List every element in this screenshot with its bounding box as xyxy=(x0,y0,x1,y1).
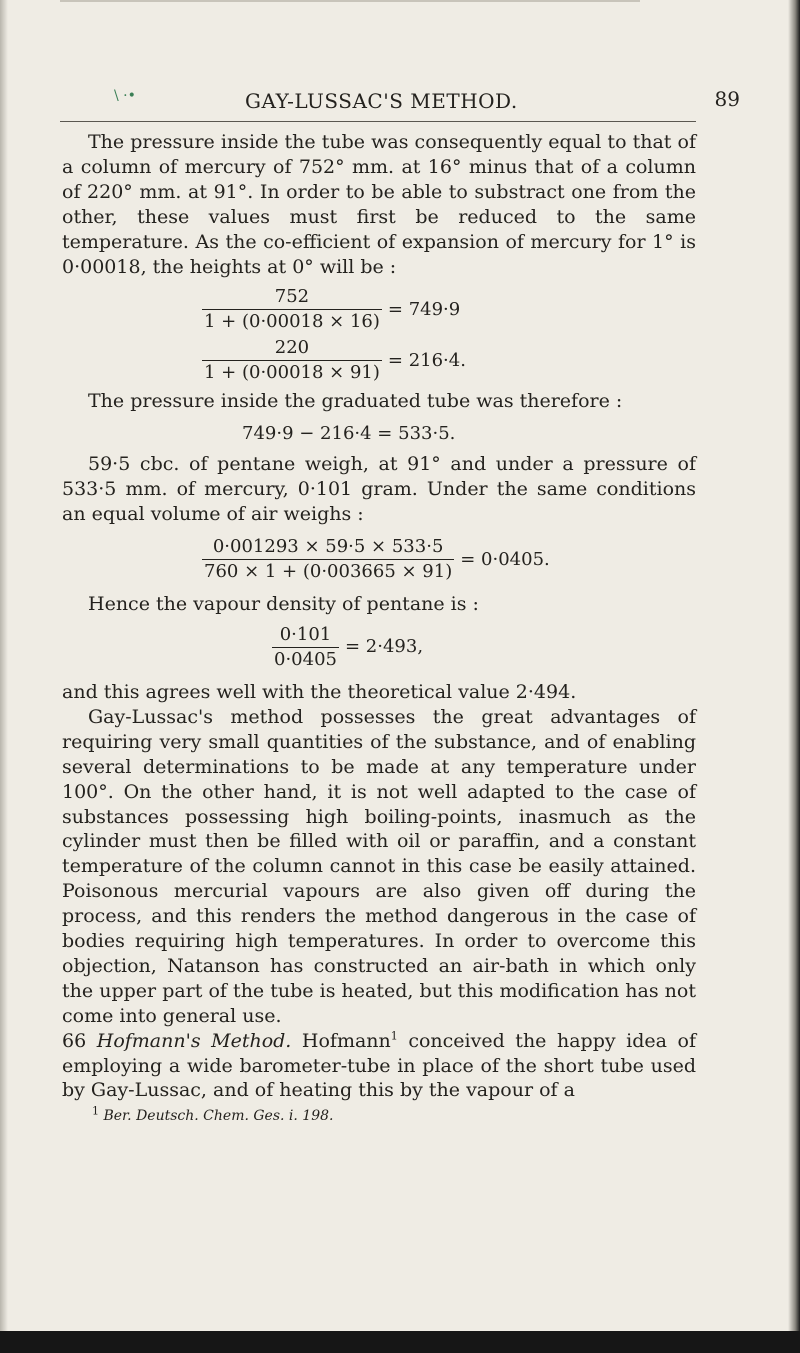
equation-2-denominator: 1 + (0·00018 × 91) xyxy=(204,362,380,384)
equation-2 xyxy=(202,336,696,385)
section-title: Hofmann's Method. xyxy=(96,1029,292,1052)
page-number: 89 xyxy=(714,87,740,111)
page-shadow-left xyxy=(0,0,8,1353)
equation-3: 749·9 − 216·4 = 533·5. xyxy=(242,423,456,445)
header-rule xyxy=(60,121,696,122)
equation-4-numerator: 0·001293 × 59·5 × 533·5 xyxy=(202,535,454,560)
footnote-text: Ber. Deutsch. Chem. Ges. i. 198. xyxy=(103,1108,334,1125)
equation-2-result: = 216·4. xyxy=(387,349,466,371)
paragraph-2: The pressure inside the graduated tube was therefore : xyxy=(88,390,623,413)
paragraph-1: The pressure inside the tube was consequently equal to that of a column of mercury of 752° mm. at 16° minus that of a column of 220° mm. at 91°. In order to be able to substract one from the other, these values must first be reduced to the same temperature. As the co-efficient of expansion of mercury for 1° is 0·00018, the heights at 0° will be : xyxy=(62,131,696,278)
page-header xyxy=(60,84,760,114)
ink-smudge-icon: \ ·• xyxy=(114,88,136,104)
footnote-marker: 1 xyxy=(92,1104,99,1118)
section-number: 66 xyxy=(62,1029,87,1052)
paragraph-7: 66 Hofmann's Method. Hofmann$^1$ conceived the happy idea of employing a wide barometer-tube in place of the short tube used by Gay-Lussac, and of heating this by the vapour of a xyxy=(62,1029,696,1102)
page-body xyxy=(62,130,696,1125)
paragraph-6: Gay-Lussac's method possesses the great advantages of requiring very small quantities of the substance, and of enabling several determinations to be made at any temperature under 100°. On the other hand, it is not well adapted to the case of substances possessing high boiling-points, inasmuch as the cylinder must then be filled with oil or paraffin, and a constant temperature of the column cannot in this case be easily attained. Poisonous mercurial vapours are also given off during the process, and this renders the method dangerous in the case of bodies requiring high temperatures. In order to overcome this objection, Natanson has constructed an air-bath in which only the upper part of the tube is heated, but this modification has not come into general use. xyxy=(62,705,696,1027)
equation-5-denominator: 0·0405 xyxy=(274,648,337,670)
scan-bottom-edge xyxy=(0,1331,800,1353)
equation-5-result: = 2·493, xyxy=(344,636,424,658)
top-edge-rule xyxy=(60,0,640,2)
equation-1-result: = 749·9 xyxy=(387,298,461,320)
equation-4-denominator: 760 × 1 + (0·003665 × 91) xyxy=(204,561,453,583)
equation-5 xyxy=(272,623,696,672)
page-shadow-right xyxy=(788,0,800,1353)
footnote-ref: 1 xyxy=(390,1029,398,1043)
equation-1-denominator: 1 + (0·00018 × 16) xyxy=(204,311,380,333)
paragraph-3: 59·5 cbc. of pentane weigh, at 91° and under a pressure of 533·5 mm. of mercury, 0·101 gram. Under the same conditions an equal volume of air weighs : xyxy=(62,453,696,526)
equation-4-result: = 0·0405. xyxy=(460,548,550,570)
equation-5-numerator: 0·101 xyxy=(272,623,339,648)
equation-1-numerator: 752 xyxy=(202,285,382,310)
equation-4 xyxy=(202,535,696,584)
equation-1 xyxy=(202,285,696,334)
paragraph-5: and this agrees well with the theoretical value 2·494. xyxy=(62,680,577,703)
paragraph-4: Hence the vapour density of pentane is : xyxy=(88,593,479,616)
equation-2-numerator: 220 xyxy=(202,336,382,361)
footnote xyxy=(62,1104,696,1125)
running-head: GAY-LUSSAC'S METHOD. xyxy=(245,89,518,113)
